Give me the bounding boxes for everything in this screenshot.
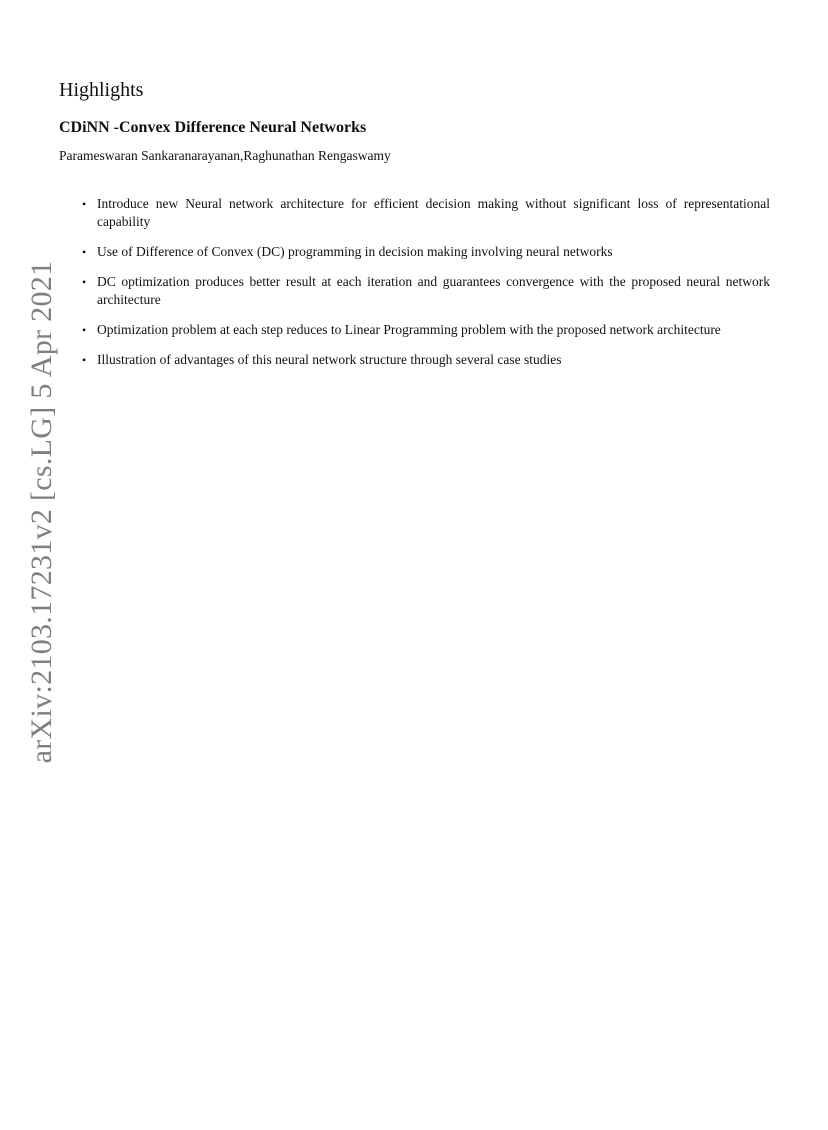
- bullet-icon: •: [82, 245, 87, 259]
- highlight-item: [80, 351, 770, 369]
- highlight-item: [80, 321, 770, 339]
- highlight-item: [80, 195, 770, 231]
- highlight-text: Use of Difference of Convex (DC) programming in decision making involving neural networks: [97, 244, 613, 259]
- bullet-icon: •: [82, 275, 87, 289]
- bullet-icon: •: [82, 353, 87, 367]
- highlight-text: Introduce new Neural network architecture for efficient decision making without significant loss of representational capability: [97, 196, 770, 229]
- highlight-text: Illustration of advantages of this neural network structure through several case studies: [97, 352, 562, 367]
- highlight-text: DC optimization produces better result at each iteration and guarantees convergence with the proposed neural network architecture: [97, 274, 770, 307]
- paper-title: CDiNN -Convex Difference Neural Networks: [59, 119, 367, 136]
- highlight-item: [80, 273, 770, 309]
- arxiv-identifier-stamp: arXiv:2103.17231v2 [cs.LG] 5 Apr 2021: [25, 260, 58, 764]
- highlights-list: [80, 195, 770, 381]
- highlight-item: [80, 243, 770, 261]
- author-list: Parameswaran Sankaranarayanan,Raghunathan Rengaswamy: [59, 148, 391, 163]
- highlight-text: Optimization problem at each step reduces to Linear Programming problem with the proposed network architecture: [97, 322, 721, 337]
- highlights-heading: Highlights: [59, 79, 144, 101]
- bullet-icon: •: [82, 197, 87, 211]
- bullet-icon: •: [82, 323, 87, 337]
